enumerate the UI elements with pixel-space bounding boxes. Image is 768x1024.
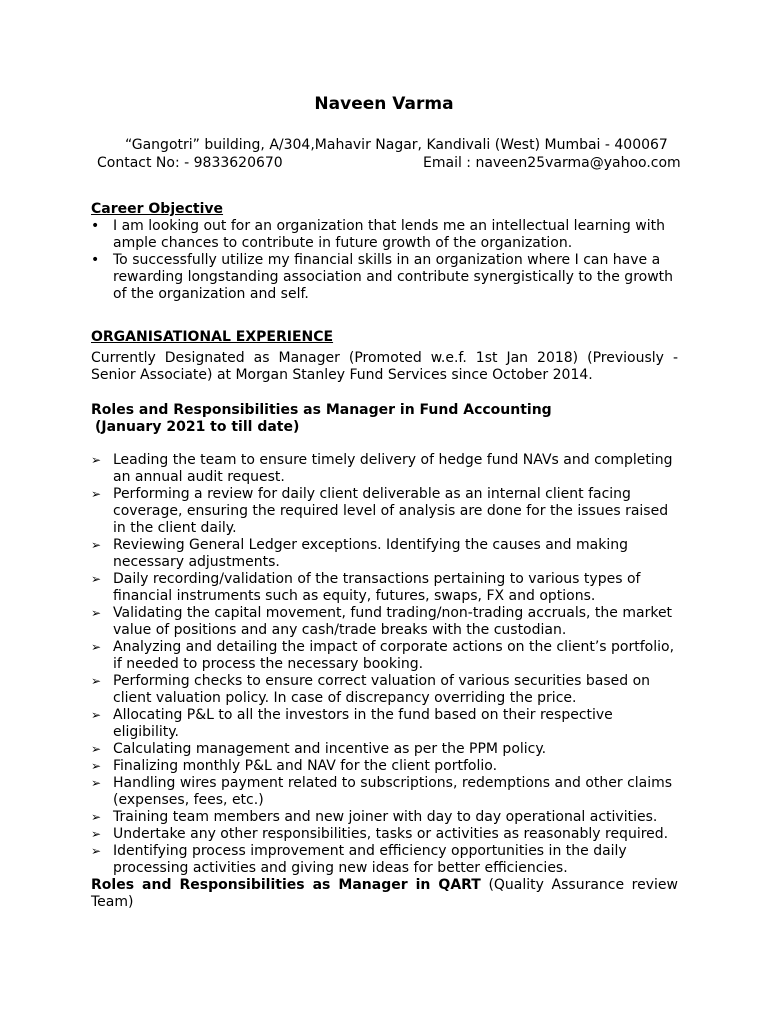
list-item: ➢ Handling wires payment related to subscriptions, redemptions and other claims (expenses, fees, etc.)	[91, 775, 678, 809]
experience-section	[91, 329, 678, 384]
list-item: ➢ Analyzing and detailing the impact of corporate actions on the client’s portfolio, if needed to process the necessary booking.	[91, 639, 678, 673]
list-item: • To successfully utilize my financial skills in an organization where I can have a rewarding longstanding association and contribute synergistically to the growth of the organization and self.	[91, 252, 678, 303]
list-item: ➢ Undertake any other responsibilities, tasks or activities as reasonably required.	[91, 826, 678, 843]
list-item: ➢ Allocating P&L to all the investors in the fund based on their respective eligibility.	[91, 707, 678, 741]
email: Email : naveen25varma@yahoo.com	[423, 155, 681, 171]
list-item: ➢ Validating the capital movement, fund trading/non-trading accruals, the market value of positions and any cash/trade breaks with the custodian.	[91, 605, 678, 639]
list-item: ➢ Calculating management and incentive as per the PPM policy.	[91, 741, 678, 758]
role-qart-note: (Quality Assurance review Team)	[91, 877, 678, 910]
responsibility-list	[91, 452, 678, 877]
experience-summary: Currently Designated as Manager (Promoted w.e.f. 1st Jan 2018) (Previously - Senior Associate) at Morgan Stanley Fund Services since October 2014.	[91, 350, 678, 383]
list-item: ➢ Performing checks to ensure correct valuation of various securities based on client valuation policy. In case of discrepancy overriding the price.	[91, 673, 678, 707]
contact-number: Contact No: - 9833620670	[97, 155, 283, 171]
career-objective-heading: Career Objective	[91, 201, 224, 217]
address: “Gangotri” building, A/304,Mahavir Nagar, Kandivali (West) Mumbai - 400067	[125, 137, 668, 153]
list-item: ➢ Performing a review for daily client deliverable as an internal client facing coverage, ensuring the required level of analysis are done for the issues raised in the client daily.	[91, 486, 678, 537]
list-item: ➢ Reviewing General Ledger exceptions. Identifying the causes and making necessary adjustments.	[91, 537, 678, 571]
role-qart-heading	[91, 877, 678, 911]
role-title: Roles and Responsibilities as Manager in Fund Accounting	[91, 402, 552, 418]
list-item: • I am looking out for an organization that lends me an intellectual learning with ample chances to contribute in future growth of the organization.	[91, 218, 678, 252]
list-item: ➢ Daily recording/validation of the transactions pertaining to various types of financial instruments such as equity, futures, swaps, FX and options.	[91, 571, 678, 605]
list-item: ➢ Finalizing monthly P&L and NAV for the client portfolio.	[91, 758, 678, 775]
list-item: ➢ Leading the team to ensure timely delivery of hedge fund NAVs and completing an annual audit request.	[91, 452, 678, 486]
candidate-name: Naveen Varma	[314, 94, 454, 114]
career-objective-list	[91, 218, 678, 303]
career-objective-section	[91, 201, 678, 303]
role-period: (January 2021 to till date)	[95, 419, 300, 435]
role-fund-accounting	[91, 402, 678, 911]
experience-heading: ORGANISATIONAL EXPERIENCE	[91, 329, 334, 345]
list-item: ➢ Training team members and new joiner with day to day operational activities.	[91, 809, 678, 826]
list-item: ➢ Identifying process improvement and efficiency opportunities in the daily processing activities and giving new ideas for better efficiencies.	[91, 843, 678, 877]
role-qart-title: Roles and Responsibilities as Manager in QART	[91, 877, 481, 893]
